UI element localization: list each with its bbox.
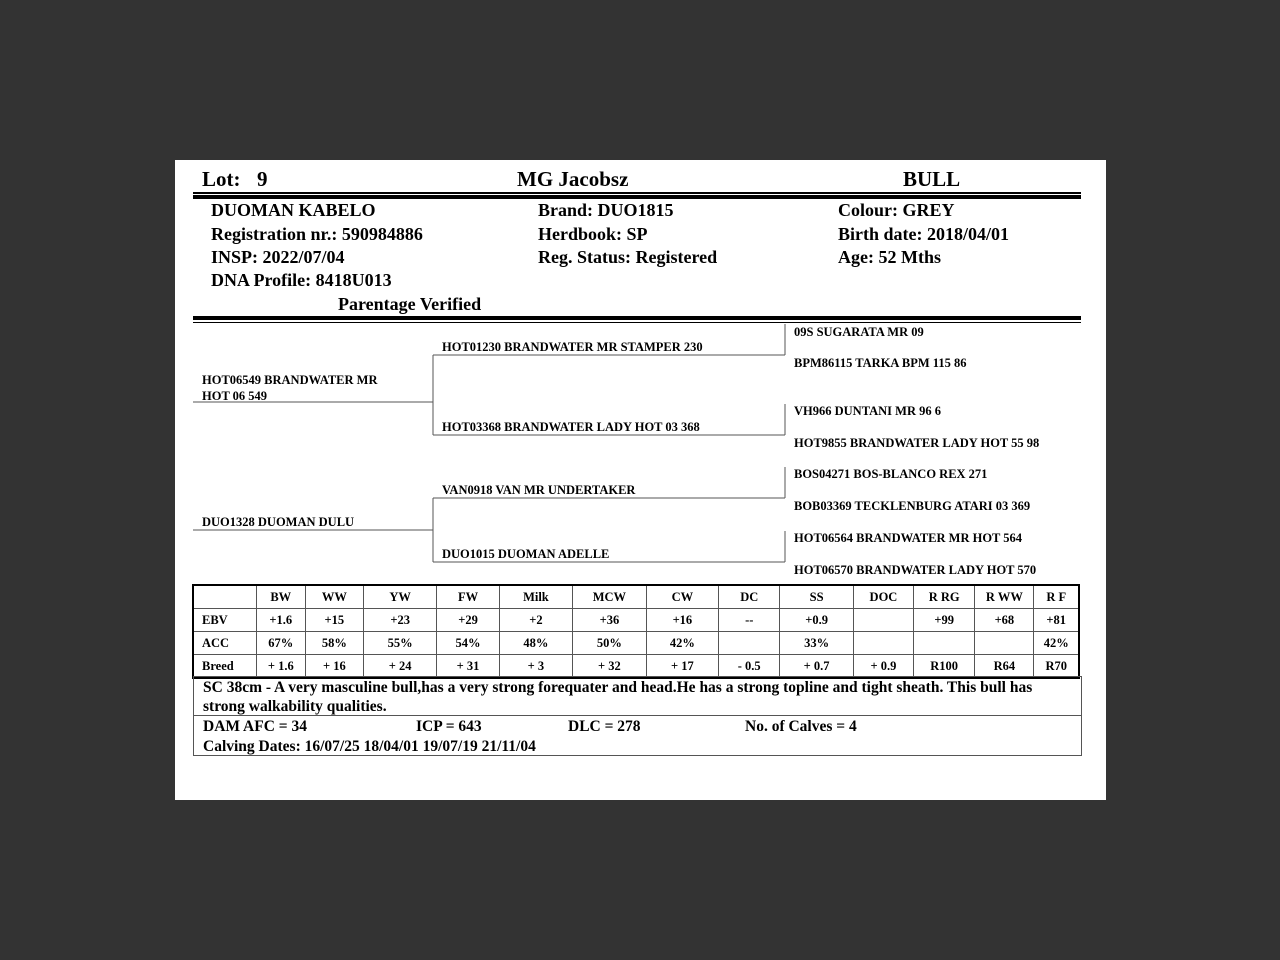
ebv-cell: +2	[499, 609, 572, 632]
ebv-header-cell: CW	[646, 585, 718, 609]
ebv-cell: --	[719, 609, 780, 632]
calving-dates: Calving Dates: 16/07/25 18/04/01 19/07/19 21/11/04	[203, 738, 536, 755]
ebv-row-label: EBV	[193, 609, 256, 632]
ebv-header-cell: WW	[305, 585, 363, 609]
registration-number: Registration nr.: 590984886	[211, 224, 423, 244]
ebv-header-cell: R RG	[914, 585, 975, 609]
colour: Colour: GREY	[838, 200, 955, 220]
acc-cell	[914, 632, 975, 655]
ebv-header-cell: SS	[780, 585, 853, 609]
dna-profile: DNA Profile: 8418U013	[211, 270, 392, 290]
breed-cell: + 0.9	[853, 655, 913, 679]
calves-count: No. of Calves = 4	[745, 718, 857, 735]
gg-dam-dam-dam: HOT06570 BRANDWATER LADY HOT 570	[794, 563, 1037, 577]
ebv-header-row	[193, 585, 1079, 609]
acc-row-label: ACC	[193, 632, 256, 655]
ebv-cell: +29	[437, 609, 499, 632]
dam-dam-name: DUO1015 DUOMAN ADELLE	[442, 547, 610, 561]
parentage-verified: Parentage Verified	[338, 294, 482, 314]
acc-cell: 50%	[573, 632, 646, 655]
ebv-header-cell: DC	[719, 585, 780, 609]
ebv-header-cell: YW	[363, 585, 436, 609]
comment-box	[193, 676, 1082, 716]
dlc-value: DLC = 278	[568, 718, 641, 735]
acc-cell: 48%	[499, 632, 572, 655]
sire-name: HOT06549 BRANDWATER MR HOT 06 549	[202, 373, 378, 403]
ebv-cell: +81	[1034, 609, 1079, 632]
acc-cell: 67%	[256, 632, 305, 655]
lot-number: 9	[257, 167, 268, 191]
breed-cell: - 0.5	[719, 655, 780, 679]
breed-cell: R100	[914, 655, 975, 679]
ebv-header-cell: BW	[256, 585, 305, 609]
gg-dam-sire-sire: BOS04271 BOS-BLANCO REX 271	[794, 467, 988, 481]
herdbook: Herdbook: SP	[538, 224, 648, 244]
dam-name: DUO1328 DUOMAN DULU	[202, 515, 355, 529]
breed-cell: + 24	[363, 655, 436, 679]
breed-cell: + 31	[437, 655, 499, 679]
gg-dam-sire-dam: BOB03369 TECKLENBURG ATARI 03 369	[794, 499, 1031, 513]
ebv-cell: +1.6	[256, 609, 305, 632]
ebv-cell: +36	[573, 609, 646, 632]
insp-date: INSP: 2022/07/04	[211, 247, 345, 267]
breed-cell: R70	[1034, 655, 1079, 679]
breed-cell: + 17	[646, 655, 718, 679]
animal-name: DUOMAN KABELO	[211, 200, 376, 220]
ebv-header-cell: R WW	[975, 585, 1034, 609]
breed-cell: + 32	[573, 655, 646, 679]
comment-text: SC 38cm - A very masculine bull,has a very strong forequater and head.He has a strong topline and tight sheath. This bull has strong walkability qualities.	[203, 679, 1033, 715]
dam-afc: DAM AFC = 34	[203, 718, 307, 735]
catalog-page	[175, 160, 1106, 800]
acc-cell	[975, 632, 1034, 655]
ebv-table	[192, 584, 1080, 679]
gg-sire-dam-dam: HOT9855 BRANDWATER LADY HOT 55 98	[794, 436, 1040, 450]
breed-cell: + 0.7	[780, 655, 853, 679]
breed-cell: R64	[975, 655, 1034, 679]
ebv-cell	[853, 609, 913, 632]
sire-dam-name: HOT03368 BRANDWATER LADY HOT 03 368	[442, 420, 700, 434]
acc-cell	[853, 632, 913, 655]
ebv-row	[193, 609, 1079, 632]
sire-sire-name: HOT01230 BRANDWATER MR STAMPER 230	[442, 340, 703, 354]
acc-row	[193, 632, 1079, 655]
breed-cell: + 3	[499, 655, 572, 679]
acc-cell: 42%	[1034, 632, 1079, 655]
dam-sire-name: VAN0918 VAN MR UNDERTAKER	[442, 483, 636, 497]
brand: Brand: DUO1815	[538, 200, 674, 220]
ebv-cell: +23	[363, 609, 436, 632]
gg-sire-dam-sire: VH966 DUNTANI MR 96 6	[794, 404, 941, 418]
breeder-name: MG Jacobsz	[517, 167, 629, 191]
dam-info-box	[193, 715, 1082, 756]
breed-row-label: Breed	[193, 655, 256, 679]
ebv-cell: +16	[646, 609, 718, 632]
acc-cell: 58%	[305, 632, 363, 655]
sex-label: BULL	[903, 167, 961, 191]
ebv-cell: +68	[975, 609, 1034, 632]
gg-dam-dam-sire: HOT06564 BRANDWATER MR HOT 564	[794, 531, 1023, 545]
reg-status: Reg. Status: Registered	[538, 247, 718, 267]
acc-cell: 42%	[646, 632, 718, 655]
ebv-header-cell: R F	[1034, 585, 1079, 609]
birth-date: Birth date: 2018/04/01	[838, 224, 1009, 244]
acc-cell: 55%	[363, 632, 436, 655]
breed-cell: + 16	[305, 655, 363, 679]
breed-row	[193, 655, 1079, 679]
ebv-header-cell: DOC	[853, 585, 913, 609]
lot-label: Lot:	[202, 167, 241, 191]
acc-cell	[719, 632, 780, 655]
ebv-header-cell	[193, 585, 256, 609]
acc-cell: 33%	[780, 632, 853, 655]
ebv-header-cell: MCW	[573, 585, 646, 609]
gg-sire-sire-dam: BPM86115 TARKA BPM 115 86	[794, 356, 967, 370]
ebv-cell: +15	[305, 609, 363, 632]
breed-cell: + 1.6	[256, 655, 305, 679]
ebv-cell: +99	[914, 609, 975, 632]
gg-sire-sire-sire: 09S SUGARATA MR 09	[794, 325, 924, 339]
acc-cell: 54%	[437, 632, 499, 655]
age: Age: 52 Mths	[838, 247, 941, 267]
ebv-cell: +0.9	[780, 609, 853, 632]
ebv-header-cell: Milk	[499, 585, 572, 609]
ebv-header-cell: FW	[437, 585, 499, 609]
icp-value: ICP = 643	[416, 718, 482, 735]
